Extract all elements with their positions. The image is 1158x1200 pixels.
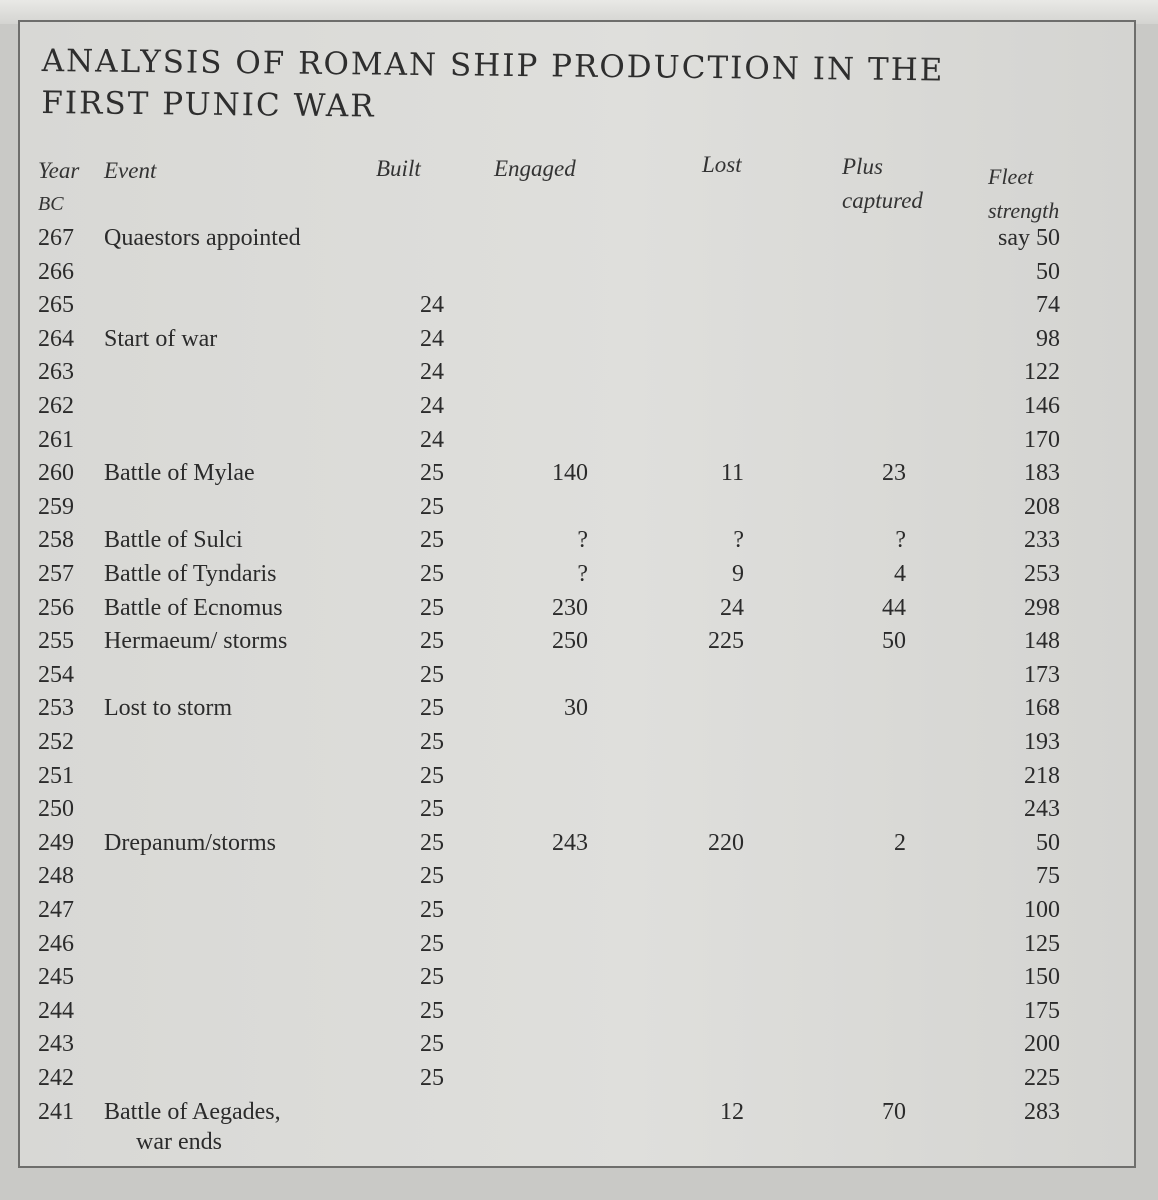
built-cell: 25 (420, 460, 444, 487)
table-row (20, 1096, 1134, 1129)
year-cell: 258 (38, 527, 74, 554)
table-row (20, 760, 1134, 793)
event-cell: Drepanum/storms (104, 829, 276, 856)
year-cell: 245 (38, 964, 74, 991)
table-row (20, 256, 1134, 289)
built-cell: 25 (420, 594, 444, 621)
event-cell: Battle of Ecnomus (104, 594, 283, 621)
fleet-cell: 193 (1024, 729, 1060, 755)
fleet-cell: 173 (1024, 661, 1060, 688)
header-fleet-line2: strength (988, 198, 1060, 223)
year-cell: 264 (38, 325, 74, 352)
event-cell: Hermaeum/ storms (104, 628, 288, 655)
table-row (20, 390, 1134, 423)
built-cell: 25 (420, 661, 444, 688)
fleet-cell: 298 (1024, 594, 1060, 621)
header-year: Year (38, 158, 80, 183)
built-cell: 25 (420, 997, 444, 1024)
captured-cell: 44 (882, 594, 906, 621)
header-fleet-line1: Fleet (988, 164, 1034, 189)
built-cell: 25 (420, 762, 444, 789)
engaged-cell: 230 (552, 594, 588, 621)
year-cell: 253 (38, 695, 74, 722)
header-year-bc: BC (38, 193, 64, 215)
captured-cell: 4 (894, 561, 906, 587)
table-panel (18, 20, 1136, 1168)
table-row (20, 692, 1134, 725)
year-cell: 252 (38, 729, 74, 755)
fleet-cell: 225 (1024, 1065, 1060, 1091)
table-row (20, 827, 1134, 860)
fleet-cell: 146 (1024, 393, 1060, 419)
built-cell: 25 (420, 493, 444, 520)
fleet-cell: 122 (1024, 359, 1060, 386)
captured-cell: ? (895, 527, 906, 554)
fleet-cell: say 50 (998, 225, 1060, 251)
lost-cell: 11 (720, 460, 744, 487)
captured-cell: 50 (882, 628, 906, 655)
year-cell: 259 (38, 493, 74, 520)
built-cell: 24 (420, 426, 444, 453)
built-cell: 24 (420, 393, 444, 419)
built-cell: 25 (420, 796, 444, 823)
year-cell: 261 (38, 426, 74, 453)
header-built: Built (376, 156, 421, 181)
year-cell: 263 (38, 359, 74, 386)
fleet-cell: 74 (1036, 292, 1060, 319)
event-cell: Battle of Tyndaris (104, 561, 277, 587)
year-cell: 262 (38, 393, 74, 419)
engaged-cell: 30 (564, 695, 588, 722)
title-line-2: FIRST PUNIC WAR (41, 84, 376, 125)
table-row (20, 558, 1134, 591)
lost-cell: 24 (720, 594, 744, 621)
year-cell: 260 (38, 460, 74, 487)
year-cell: 242 (38, 1065, 74, 1091)
built-cell: 25 (420, 829, 444, 856)
year-cell: 255 (38, 628, 74, 655)
last-event-continuation: war ends (136, 1129, 222, 1156)
year-cell: 250 (38, 796, 74, 823)
title-line-1: ANALYSIS OF ROMAN SHIP PRODUCTION IN THE (41, 42, 945, 89)
table-row (20, 1028, 1134, 1061)
year-cell: 241 (38, 1098, 74, 1125)
fleet-cell: 100 (1024, 897, 1060, 923)
built-cell: 25 (420, 628, 444, 655)
table-row (20, 457, 1134, 490)
table-row (20, 961, 1134, 994)
engaged-cell: ? (577, 561, 588, 587)
built-cell: 25 (420, 1065, 444, 1091)
fleet-cell: 148 (1024, 628, 1060, 655)
table-row (20, 995, 1134, 1028)
event-cell: Lost to storm (104, 695, 233, 722)
table-row (20, 524, 1134, 557)
year-cell: 266 (38, 258, 74, 285)
lost-cell: 220 (708, 829, 744, 856)
fleet-cell: 253 (1024, 561, 1060, 587)
engaged-cell: 250 (552, 628, 588, 655)
lost-cell: 12 (720, 1098, 744, 1125)
fleet-cell: 233 (1024, 527, 1060, 554)
event-cell: Quaestors appointed (104, 225, 301, 251)
table-row (20, 894, 1134, 927)
captured-cell: 23 (882, 460, 906, 487)
event-cell: Battle of Mylae (104, 460, 255, 487)
built-cell: 25 (420, 561, 444, 587)
fleet-cell: 170 (1024, 426, 1060, 453)
built-cell: 24 (420, 325, 444, 352)
ship-production-table (20, 22, 1134, 1166)
built-cell: 25 (420, 1031, 444, 1058)
header-captured-line2: captured (842, 188, 923, 213)
table-row (20, 424, 1134, 457)
captured-cell: 2 (894, 829, 906, 856)
table-row (20, 625, 1134, 658)
fleet-cell: 98 (1036, 325, 1060, 352)
year-cell: 256 (38, 594, 74, 621)
table-row (20, 726, 1134, 759)
table-row (20, 860, 1134, 893)
captured-cell: 70 (882, 1098, 906, 1125)
header-engaged: Engaged (494, 156, 576, 181)
built-cell: 24 (420, 292, 444, 319)
built-cell: 25 (420, 897, 444, 923)
year-cell: 251 (38, 762, 74, 789)
fleet-cell: 125 (1024, 930, 1060, 957)
fleet-cell: 168 (1024, 695, 1060, 722)
built-cell: 25 (420, 729, 444, 755)
table-row (20, 1062, 1134, 1095)
table-row (20, 356, 1134, 389)
built-cell: 25 (420, 863, 444, 890)
lost-cell: ? (733, 527, 744, 554)
fleet-cell: 208 (1024, 493, 1060, 520)
engaged-cell: 140 (552, 460, 588, 487)
built-cell: 25 (420, 527, 444, 554)
built-cell: 25 (420, 695, 444, 722)
year-cell: 246 (38, 930, 74, 957)
fleet-cell: 50 (1036, 258, 1060, 285)
table-row (20, 793, 1134, 826)
fleet-cell: 183 (1024, 460, 1060, 487)
table-row (20, 928, 1134, 961)
built-cell: 25 (420, 930, 444, 957)
fleet-cell: 75 (1036, 863, 1060, 890)
event-cell: Battle of Sulci (104, 527, 243, 554)
table-row (20, 491, 1134, 524)
header-lost: Lost (702, 152, 742, 177)
fleet-cell: 218 (1024, 762, 1060, 789)
table-row (20, 323, 1134, 356)
fleet-cell: 150 (1024, 964, 1060, 991)
lost-cell: 225 (708, 628, 744, 655)
engaged-cell: 243 (552, 829, 588, 856)
year-cell: 247 (38, 897, 74, 923)
table-row (20, 289, 1134, 322)
header-event: Event (104, 158, 157, 183)
year-cell: 265 (38, 292, 74, 319)
fleet-cell: 50 (1036, 829, 1060, 856)
year-cell: 244 (38, 997, 74, 1024)
year-cell: 249 (38, 829, 74, 856)
table-row (20, 659, 1134, 692)
event-cell: Start of war (104, 325, 218, 352)
engaged-cell: ? (577, 527, 588, 554)
fleet-cell: 283 (1024, 1098, 1060, 1125)
year-cell: 257 (38, 561, 74, 587)
year-cell: 243 (38, 1031, 74, 1058)
year-cell: 248 (38, 863, 74, 890)
fleet-cell: 175 (1024, 997, 1060, 1024)
built-cell: 24 (420, 359, 444, 386)
lost-cell: 9 (732, 561, 744, 587)
table-row (20, 592, 1134, 625)
year-cell: 254 (38, 661, 74, 688)
event-cell: Battle of Aegades, (104, 1098, 281, 1125)
built-cell: 25 (420, 964, 444, 991)
fleet-cell: 200 (1024, 1031, 1060, 1058)
year-cell: 267 (38, 225, 74, 251)
header-captured-line1: Plus (842, 154, 883, 179)
fleet-cell: 243 (1024, 796, 1060, 823)
table-row (20, 222, 1134, 255)
